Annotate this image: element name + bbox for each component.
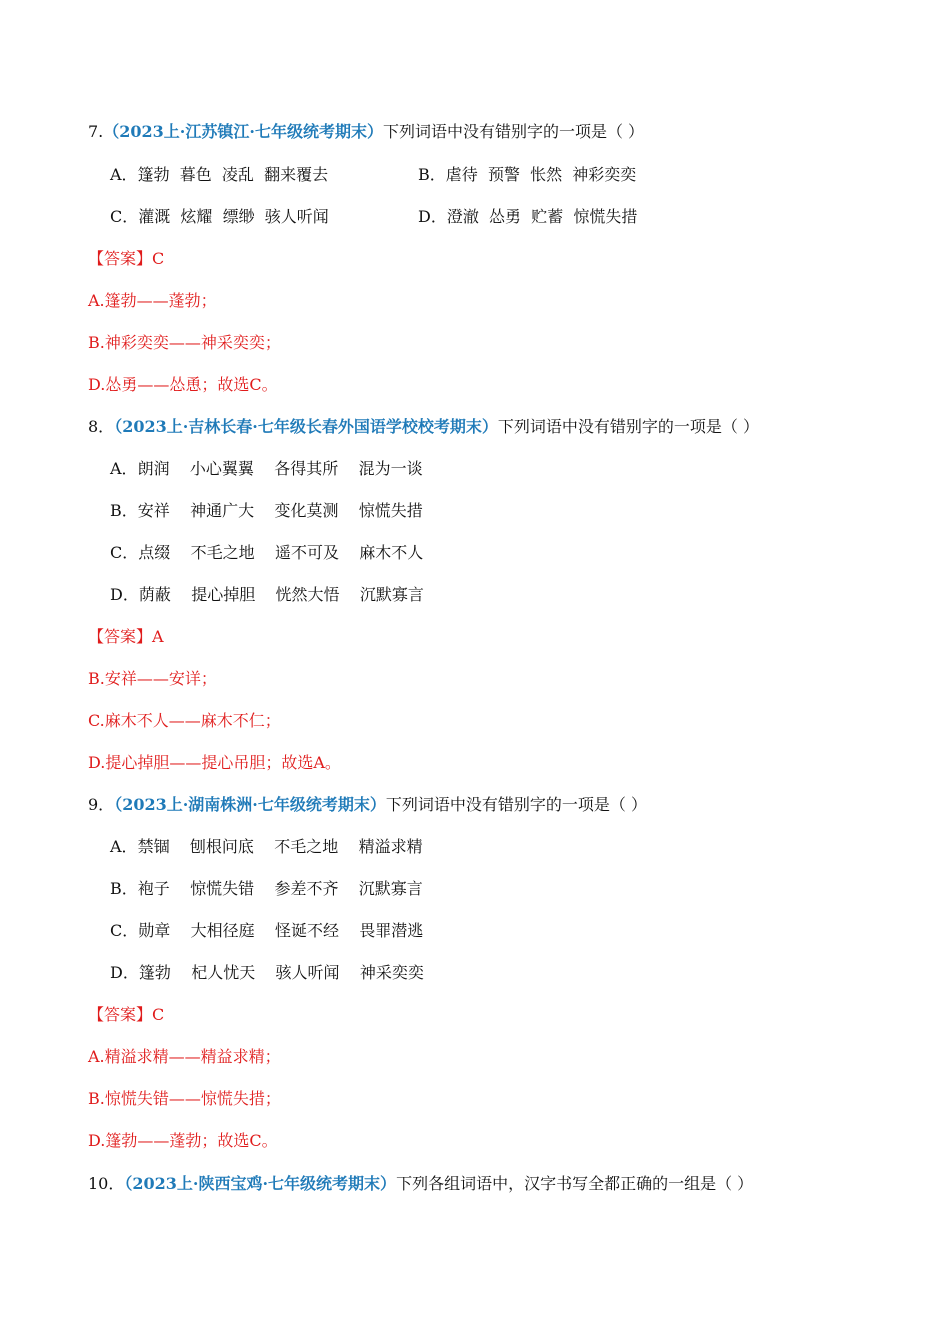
option-letter: D． [110, 585, 139, 604]
question-10-stem [88, 1173, 753, 1195]
explanation-line: D.怂勇——怂恿；故选C。 [88, 375, 278, 394]
question-number: 10． [88, 1174, 125, 1193]
explanation-line: C.麻木不人——麻木不仁； [88, 711, 281, 730]
option-letter: B． [110, 501, 138, 520]
option-text: 安祥 神通广大 变化莫测 惊慌失措 [137, 501, 423, 520]
option-a [110, 836, 423, 858]
option-letter: C． [110, 207, 139, 226]
answer-label: 【答案】 [88, 1005, 153, 1024]
question-text: 下列各组词语中，汉字书写全都正确的一组是（ ） [396, 1174, 754, 1193]
explanation-line: B.神彩奕奕——神采奕奕； [88, 333, 281, 352]
question-9-stem [88, 794, 647, 816]
option-letter: A． [110, 459, 138, 478]
option-text: 勋章 大相径庭 怪诞不经 畏罪潜逃 [138, 921, 424, 940]
option-letter: C． [110, 543, 139, 562]
option-b [110, 500, 423, 522]
explanation-line: D.篷勃——蓬勃；故选C。 [88, 1131, 278, 1150]
option-c [110, 920, 423, 942]
question-number: 7. [88, 122, 104, 141]
answer-value: C [152, 1005, 165, 1024]
question-7-stem [88, 121, 644, 143]
option-a [110, 458, 423, 480]
option-text: 朗润 小心翼翼 各得其所 混为一谈 [137, 459, 423, 478]
question-text: 下列词语中没有错别字的一项是（ ） [385, 795, 647, 814]
explanation-line: A.篷勃——蓬勃； [88, 291, 217, 310]
option-d [110, 584, 424, 606]
question-8-stem [88, 416, 759, 438]
answer-label: 【答案】 [88, 627, 153, 646]
option-letter: B． [418, 165, 446, 184]
answer-line [88, 626, 164, 648]
question-number: 8． [88, 417, 115, 436]
option-d [418, 206, 637, 228]
question-source: （2023上·江苏镇江·七年级统考期末） [103, 122, 383, 141]
explanation-line: D.提心掉胆——提心吊胆；故选A。 [88, 753, 341, 772]
option-letter: D． [110, 963, 139, 982]
option-text: 篷勃 杞人忧天 骇人听闻 神采奕奕 [138, 963, 424, 982]
option-letter: A． [110, 165, 138, 184]
option-b [418, 164, 636, 186]
question-source: （2023上·湖南株洲·七年级统考期末） [114, 795, 386, 814]
question-number: 9． [88, 795, 115, 814]
option-text: 点缀 不毛之地 遥不可及 麻木不人 [138, 543, 424, 562]
question-text: 下列词语中没有错别字的一项是（ ） [497, 417, 759, 436]
option-b [110, 878, 423, 900]
answer-line [88, 248, 164, 270]
option-text: 袍子 惊慌失错 参差不齐 沉默寡言 [137, 879, 423, 898]
option-letter: B． [110, 879, 138, 898]
option-c [110, 206, 329, 228]
option-text: 灌溉 炫耀 缥缈 骇人听闻 [138, 207, 329, 226]
question-text: 下列词语中没有错别字的一项是（ ） [382, 122, 645, 141]
option-text: 荫蔽 提心掉胆 恍然大悟 沉默寡言 [138, 585, 424, 604]
option-letter: A． [110, 837, 138, 856]
explanation-line: A.精溢求精——精益求精； [88, 1047, 281, 1066]
option-letter: D． [418, 207, 447, 226]
option-c [110, 542, 423, 564]
answer-line [88, 1004, 164, 1026]
answer-label: 【答案】 [88, 249, 153, 268]
question-source: （2023上·陕西宝鸡·七年级统考期末） [124, 1174, 397, 1193]
option-text: 禁锢 刨根问底 不毛之地 精溢求精 [137, 837, 423, 856]
answer-value: C [152, 249, 165, 268]
option-text: 虐待 预警 怅然 神彩奕奕 [445, 165, 637, 184]
explanation-line: B.安祥——安详； [88, 669, 217, 688]
option-letter: C． [110, 921, 139, 940]
option-d [110, 962, 424, 984]
answer-value: A [152, 627, 164, 646]
option-text: 篷勃 暮色 凌乱 翻来覆去 [137, 165, 329, 184]
question-source: （2023上·吉林长春·七年级长春外国语学校校考期末） [114, 417, 498, 436]
explanation-line: B.惊慌失错——惊慌失措； [88, 1089, 281, 1108]
option-text: 澄澈 怂勇 贮蓄 惊慌失措 [446, 207, 638, 226]
option-a [110, 164, 328, 186]
